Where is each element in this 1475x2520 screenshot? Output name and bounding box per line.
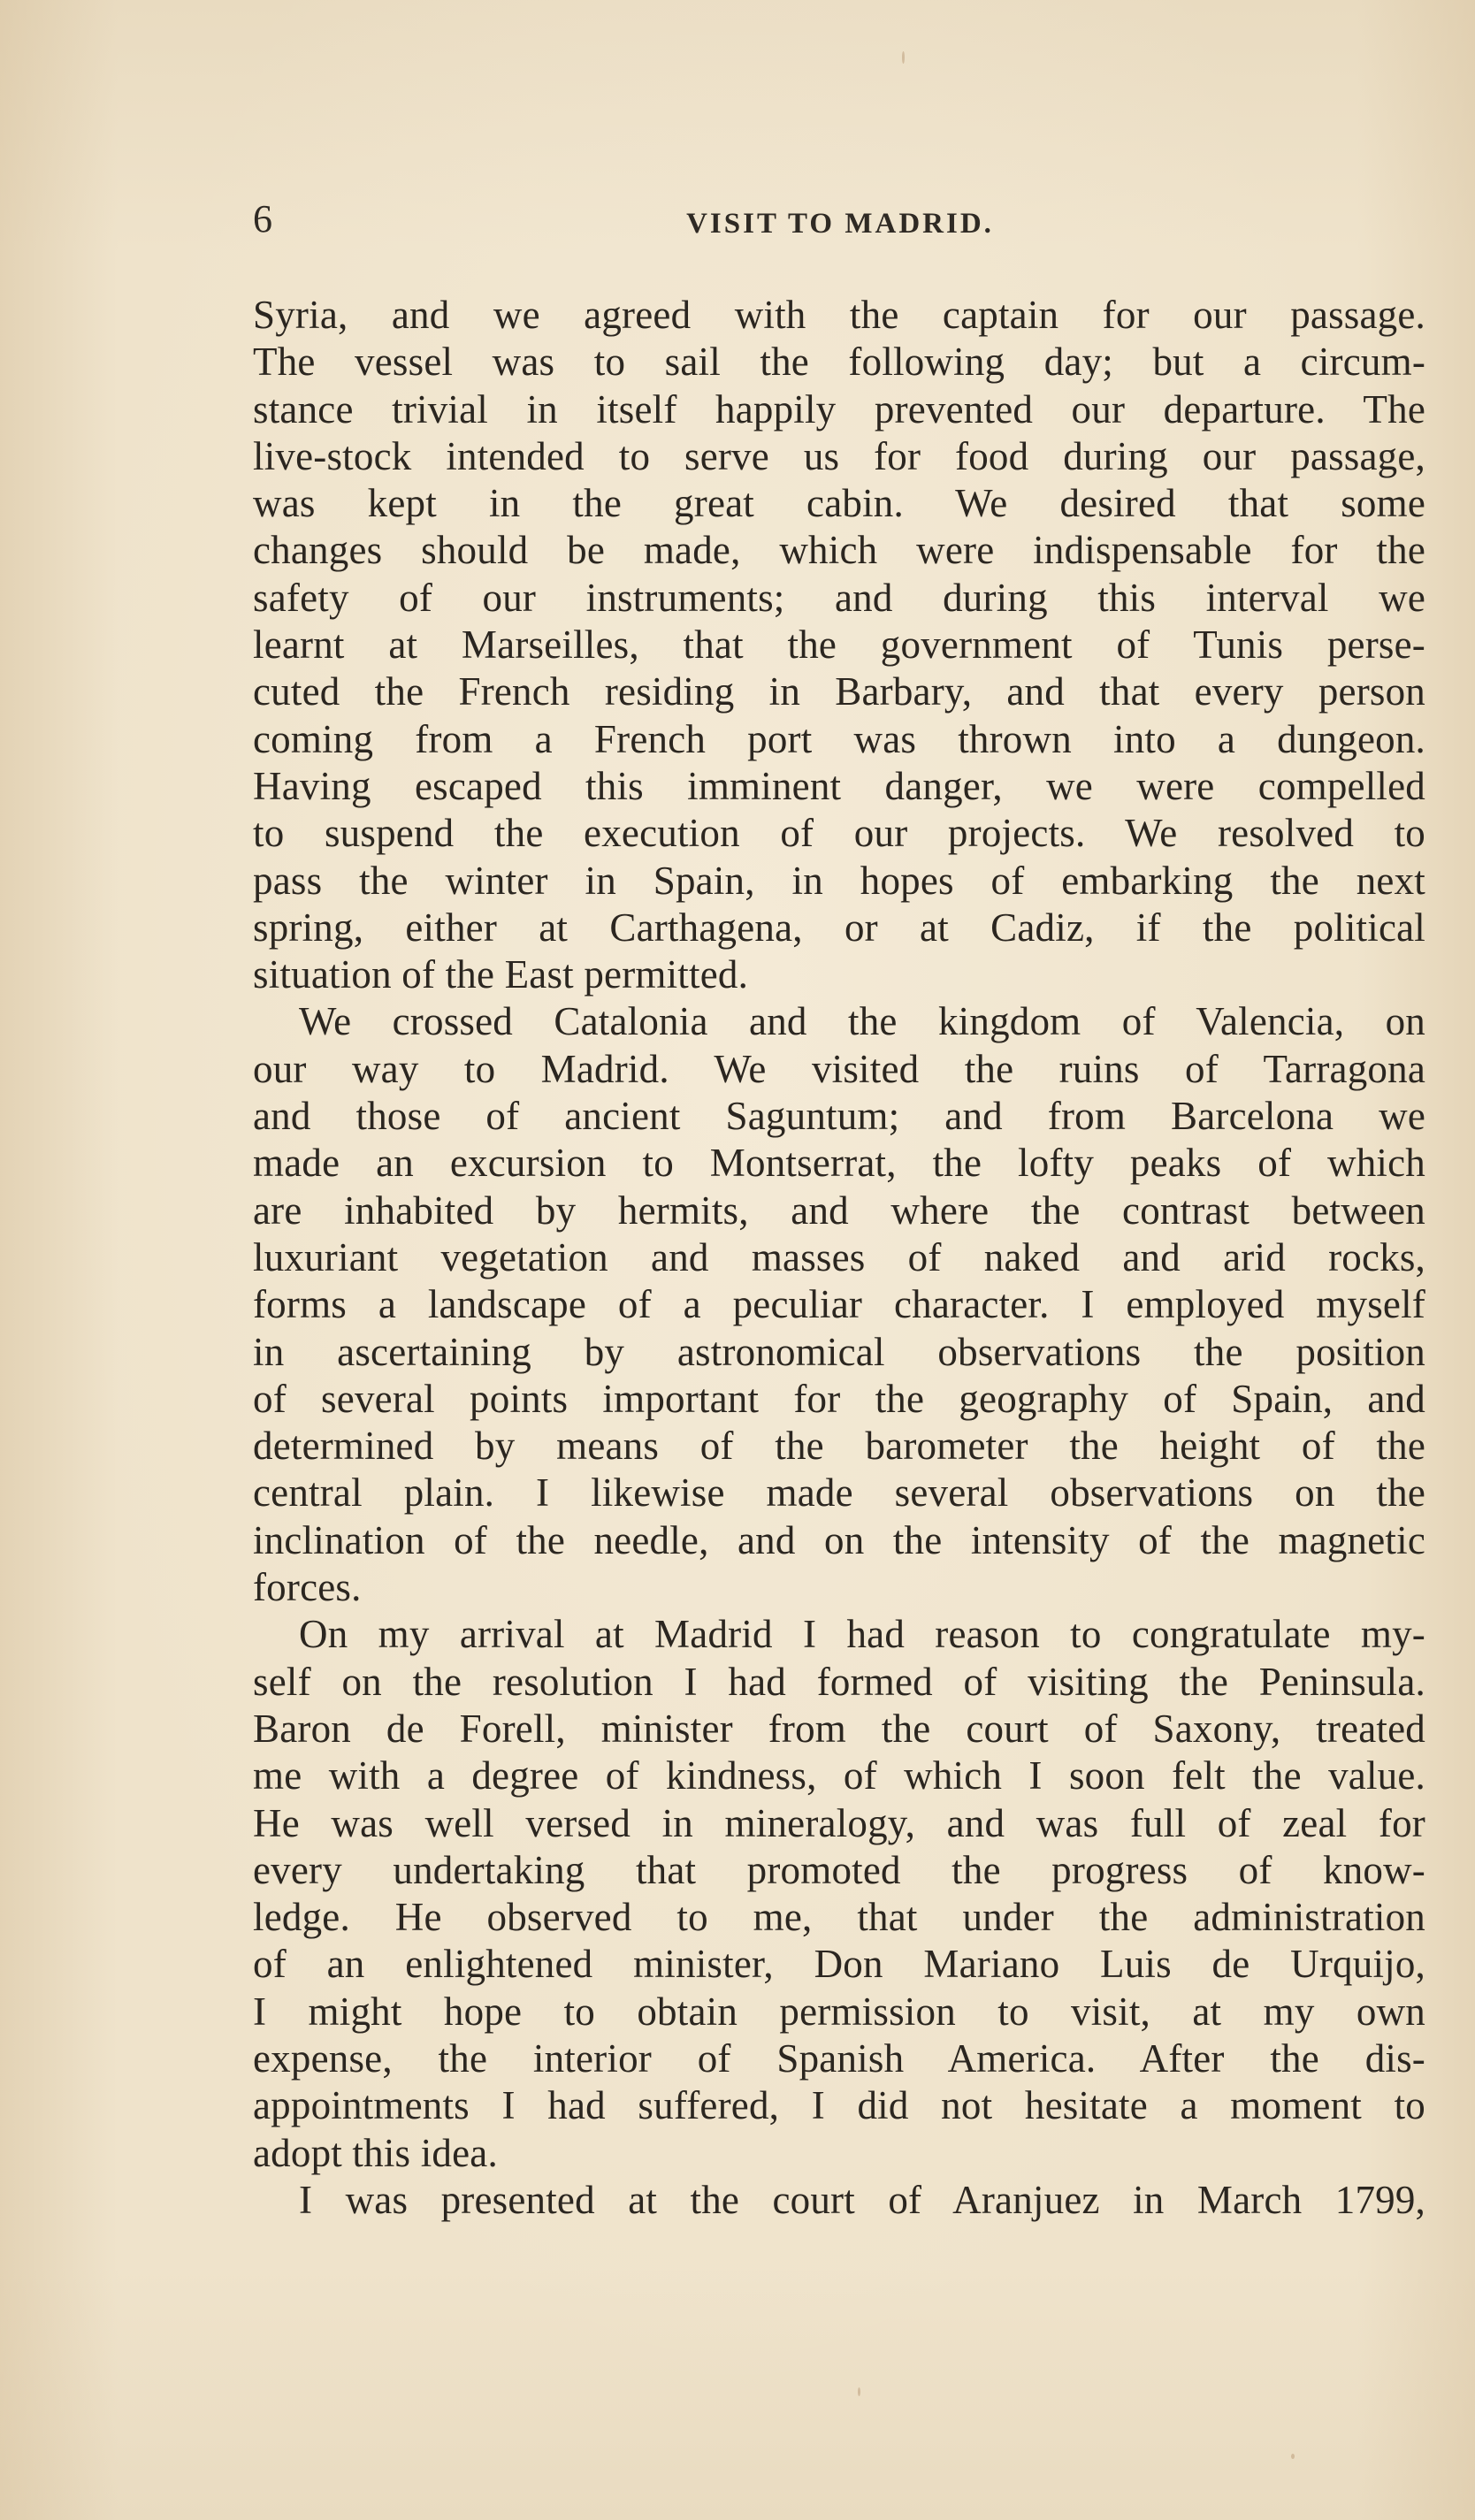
text-line: of several points important for the geography of Spain, and (253, 1376, 1425, 1421)
text-line: coming from a French port was thrown into a dungeon. (253, 716, 1425, 761)
text-line: central plain. I likewise made several observations on the (253, 1470, 1425, 1516)
page-number: 6 (253, 197, 272, 241)
running-head-title: VISIT TO MADRID. (686, 208, 994, 240)
text-line: live-stock intended to serve us for food during our passage, (253, 433, 1425, 478)
text-line: are inhabited by hermits, and where the contrast between (253, 1187, 1425, 1233)
text-line: Having escaped this imminent danger, we were compelled (253, 763, 1425, 808)
text-line: ledge. He observed to me, that under the administration (253, 1895, 1425, 1940)
text-line: Baron de Forell, minister from the court of Saxony, treated (253, 1706, 1425, 1751)
text-line: was kept in the great cabin. We desired that some (253, 481, 1425, 526)
text-line: Syria, and we agreed with the captain for our passage. (253, 293, 1425, 337)
text-line: to suspend the execution of our projects. We resolved to (253, 811, 1425, 856)
text-line: forms a landscape of a peculiar character. I employed myself (253, 1282, 1425, 1327)
text-line: spring, either at Carthagena, or at Cadiz, if the political (253, 905, 1425, 950)
text-line: made an excursion to Montserrat, the lofty peaks of which (253, 1141, 1425, 1186)
text-line: changes should be made, which were indispensable for the (253, 528, 1425, 573)
paragraph-first-line: We crossed Catalonia and the kingdom of Valencia, on (299, 999, 1425, 1044)
text-line: adopt this idea. (253, 2130, 498, 2175)
text-line: I might hope to obtain permission to visit, at my own (253, 1989, 1425, 2034)
paper-speck (1291, 2454, 1295, 2459)
paper-speck (858, 2387, 860, 2396)
paragraph-first-line: On my arrival at Madrid I had reason to congratulate my- (299, 1612, 1425, 1657)
text-line: self on the resolution I had formed of visiting the Peninsula. (253, 1659, 1425, 1704)
text-line: inclination of the needle, and on the intensity of the magnetic (253, 1517, 1425, 1562)
paper-speck (902, 51, 905, 64)
text-line: in ascertaining by astronomical observations the position (253, 1329, 1425, 1374)
body-text (253, 292, 1425, 2224)
text-line: and those of ancient Saguntum; and from Barcelona we (253, 1094, 1425, 1139)
text-line: stance trivial in itself happily prevented our departure. The (253, 386, 1425, 431)
text-line: me with a degree of kindness, of which I soon felt the value. (253, 1753, 1425, 1798)
text-line: every undertaking that promoted the progress of know- (253, 1847, 1425, 1892)
text-line: forces. (253, 1565, 362, 1610)
text-line: of an enlightened minister, Don Mariano Luis de Urquijo, (253, 1942, 1425, 1987)
text-line: cuted the French residing in Barbary, and that every person (253, 669, 1425, 714)
text-line: luxuriant vegetation and masses of naked and arid rocks, (253, 1234, 1425, 1279)
text-line: pass the winter in Spain, in hopes of embarking the next (253, 858, 1425, 903)
text-line: safety of our instruments; and during this interval we (253, 575, 1425, 620)
text-line: expense, the interior of Spanish America. After the dis- (253, 2035, 1425, 2081)
text-line: learnt at Marseilles, that the government of Tunis perse- (253, 622, 1425, 668)
text-line: appointments I had suffered, I did not hesitate a moment to (253, 2083, 1425, 2128)
text-line: He was well versed in mineralogy, and was full of zeal for (253, 1800, 1425, 1845)
paragraph-first-line: I was presented at the court of Aranjuez in March 1799, (299, 2177, 1425, 2222)
text-line: determined by means of the barometer the height of the (253, 1424, 1425, 1469)
text-line: situation of the East permitted. (253, 952, 749, 997)
text-line: our way to Madrid. We visited the ruins of Tarragona (253, 1046, 1425, 1091)
text-line: The vessel was to sail the following day; but a circum- (253, 340, 1425, 385)
